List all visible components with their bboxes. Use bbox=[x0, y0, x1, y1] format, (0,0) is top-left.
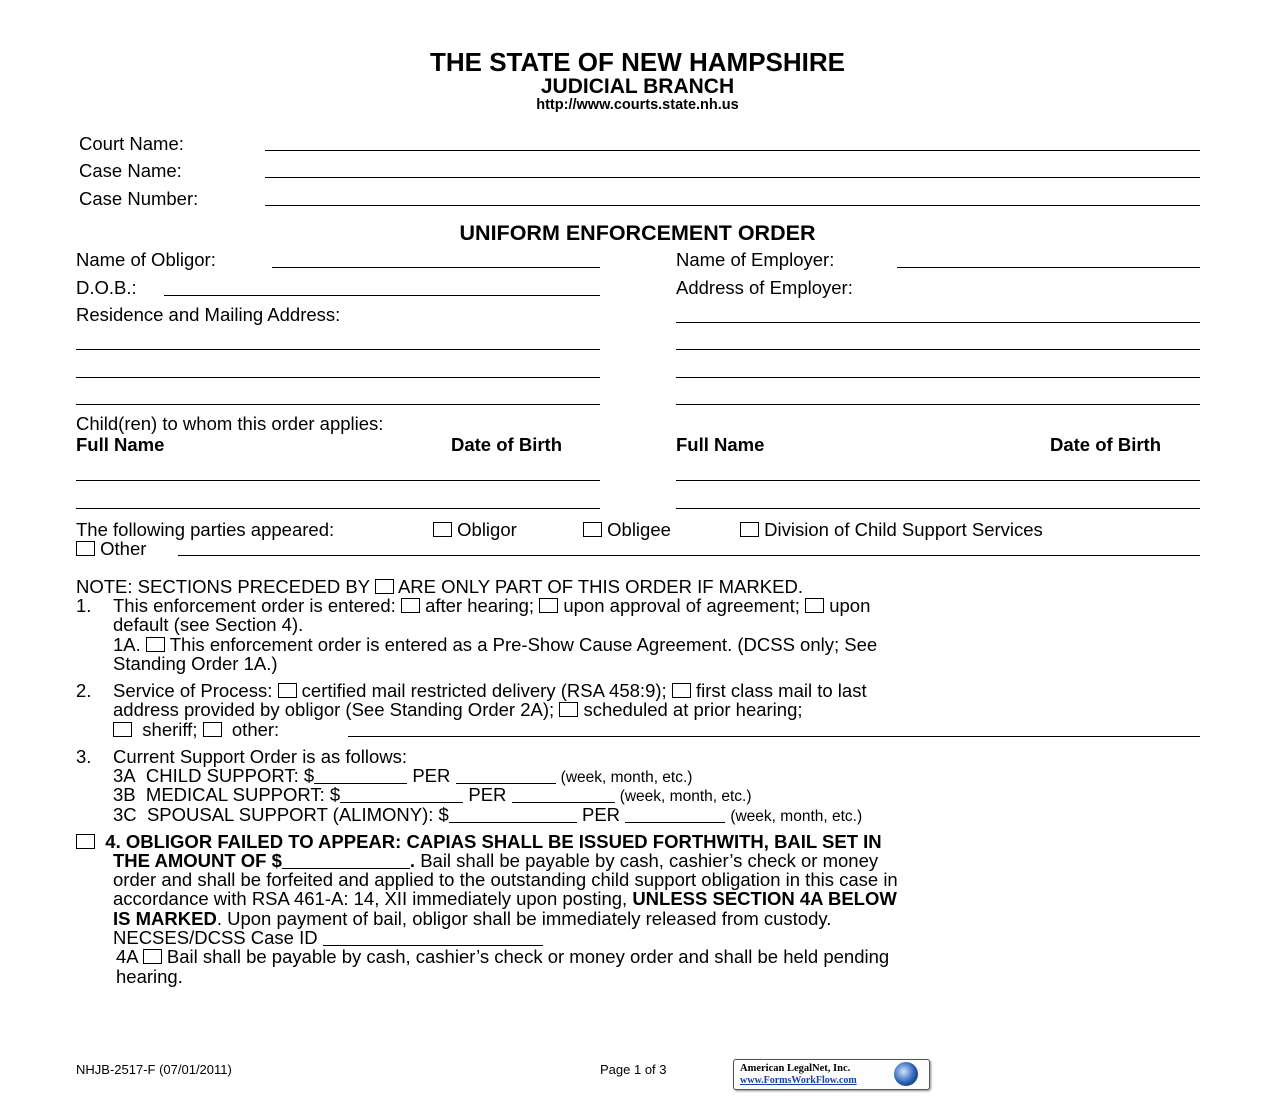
page-number: Page 1 of 3 bbox=[600, 1062, 667, 1077]
vendor-name: American LegalNet, Inc. bbox=[740, 1063, 851, 1074]
section4-line2-rest: Bail shall be payable by cash, cashier’s check or money bbox=[420, 850, 879, 871]
other-party-field[interactable] bbox=[178, 555, 1200, 556]
address-line-3[interactable] bbox=[76, 404, 600, 405]
section3-number: 3. bbox=[76, 746, 92, 767]
upon-default-checkbox[interactable] bbox=[805, 598, 824, 613]
certified-mail-label: certified mail restricted delivery (RSA 458:9); bbox=[301, 680, 667, 701]
other-service-field[interactable] bbox=[348, 736, 1200, 737]
court-url[interactable]: http://www.courts.state.nh.us bbox=[536, 97, 739, 113]
section4a-label: 4A bbox=[116, 946, 138, 967]
section4-line5-rest: . Upon payment of bail, obligor shall be immediately released from custody. bbox=[216, 908, 832, 929]
child-full-name-header-left: Full Name bbox=[76, 434, 165, 455]
case-name-label: Case Name: bbox=[79, 160, 182, 181]
employer-address-line-4[interactable] bbox=[676, 404, 1200, 405]
upon-default-label: upon bbox=[829, 595, 871, 616]
section4-heading: 4. OBLIGOR FAILED TO APPEAR: CAPIAS SHALL BE ISSUED FORTHWITH, BAIL SET IN bbox=[105, 831, 882, 852]
section3b-label: 3B bbox=[113, 784, 136, 805]
bail-held-pending-checkbox[interactable] bbox=[143, 949, 162, 964]
child-line-right-2[interactable] bbox=[676, 508, 1200, 509]
section1-text: This enforcement order is entered: bbox=[113, 595, 396, 616]
dob-label: D.O.B.: bbox=[76, 277, 137, 298]
court-name-field[interactable] bbox=[265, 150, 1200, 151]
child-full-name-header-right: Full Name bbox=[676, 434, 765, 455]
case-name-field[interactable] bbox=[265, 177, 1200, 178]
service-of-process-label: Service of Process: bbox=[113, 680, 273, 701]
section4-line5-bold: IS MARKED bbox=[113, 908, 217, 929]
prior-hearing-label: scheduled at prior hearing; bbox=[583, 699, 803, 720]
medical-support-amount-field[interactable] bbox=[340, 786, 463, 803]
employer-address-line-1[interactable] bbox=[676, 322, 1200, 323]
section4-line4-bold: UNLESS SECTION 4A BELOW bbox=[632, 888, 897, 909]
state-title: THE STATE OF NEW HAMPSHIRE bbox=[429, 47, 846, 77]
sheriff-label: sheriff; bbox=[142, 719, 198, 740]
form-title: UNIFORM ENFORCEMENT ORDER bbox=[459, 221, 816, 245]
spousal-support-per-label: PER bbox=[582, 804, 621, 825]
medical-support-label: MEDICAL SUPPORT: $ bbox=[145, 784, 341, 805]
note-post: ARE ONLY PART OF THIS ORDER IF MARKED. bbox=[397, 576, 803, 597]
medical-support-period-hint: (week, month, etc.) bbox=[619, 788, 752, 805]
other-service-label: other: bbox=[231, 719, 280, 740]
child-support-amount-field[interactable] bbox=[314, 767, 407, 784]
section1a-line2: Standing Order 1A.) bbox=[113, 653, 278, 674]
section3-label: Current Support Order is as follows: bbox=[113, 746, 408, 767]
dcss-checkbox[interactable] bbox=[740, 522, 759, 537]
case-number-label: Case Number: bbox=[79, 188, 199, 209]
child-support-per-label: PER bbox=[412, 765, 451, 786]
section2-line2 bbox=[113, 699, 803, 721]
children-intro: Child(ren) to whom this order applies: bbox=[76, 413, 384, 434]
upon-approval-checkbox[interactable] bbox=[539, 598, 558, 613]
address-label: Residence and Mailing Address: bbox=[76, 304, 341, 325]
section4-line4-pre: accordance with RSA 461-A: 14, XII immediately upon posting, bbox=[113, 888, 628, 909]
parties-other-option[interactable] bbox=[76, 538, 146, 560]
dob-field[interactable] bbox=[164, 295, 600, 296]
first-class-mail-label-cont: address provided by obligor (See Standing Order 2A); bbox=[113, 699, 555, 720]
parties-obligee-option[interactable] bbox=[583, 519, 671, 541]
case-id-label: NECSES/DCSS Case ID bbox=[113, 927, 318, 948]
employer-address-label: Address of Employer: bbox=[676, 277, 853, 298]
branch-title: JUDICIAL BRANCH bbox=[540, 75, 735, 98]
section4-line4 bbox=[113, 888, 897, 910]
section1a-text: This enforcement order is entered as a Pre-Show Cause Agreement. (DCSS only; See bbox=[169, 634, 878, 655]
employer-address-line-3[interactable] bbox=[676, 377, 1200, 378]
vendor-logo[interactable] bbox=[733, 1059, 930, 1090]
bail-amount-field[interactable] bbox=[282, 852, 410, 869]
obligor-name-label: Name of Obligor: bbox=[76, 249, 216, 270]
section4-line2: THE AMOUNT OF $ . Bail shall be payable by cash, cashier’s check or money bbox=[113, 850, 879, 871]
parties-label: The following parties appeared: bbox=[76, 519, 335, 540]
obligee-option-label: Obligee bbox=[607, 519, 671, 540]
spousal-support-period-field[interactable] bbox=[625, 806, 725, 823]
spousal-support-label: SPOUSAL SUPPORT (ALIMONY): $ bbox=[146, 804, 449, 825]
section4a-line2: hearing. bbox=[116, 966, 183, 987]
note-checkbox-sample bbox=[375, 579, 394, 594]
bail-amount-label: THE AMOUNT OF $ bbox=[113, 850, 282, 871]
section3b-line bbox=[113, 784, 752, 806]
upon-approval-label: upon approval of agreement; bbox=[563, 595, 800, 616]
prior-hearing-checkbox[interactable] bbox=[559, 702, 578, 717]
other-party-checkbox[interactable] bbox=[76, 541, 95, 556]
obligor-option-label: Obligor bbox=[457, 519, 517, 540]
employer-name-field[interactable] bbox=[897, 267, 1200, 268]
court-name-label: Court Name: bbox=[79, 133, 184, 154]
child-line-right-1[interactable] bbox=[676, 480, 1200, 481]
first-class-mail-checkbox[interactable] bbox=[672, 683, 691, 698]
address-line-1[interactable] bbox=[76, 349, 600, 350]
section2-number: 2. bbox=[76, 680, 92, 701]
section4a-text: Bail shall be payable by cash, cashier’s check or money order and shall be held pending bbox=[166, 946, 890, 967]
address-line-2[interactable] bbox=[76, 377, 600, 378]
after-hearing-checkbox[interactable] bbox=[401, 598, 420, 613]
section1-line2: default (see Section 4). bbox=[113, 614, 304, 635]
section3a-label: 3A bbox=[113, 765, 136, 786]
parties-obligor-option[interactable] bbox=[433, 519, 517, 541]
note-pre: NOTE: SECTIONS PRECEDED BY bbox=[76, 576, 370, 597]
obligee-checkbox[interactable] bbox=[583, 522, 602, 537]
section3c-line bbox=[113, 804, 862, 826]
other-service-checkbox[interactable] bbox=[203, 722, 222, 737]
employer-name-label: Name of Employer: bbox=[676, 249, 835, 270]
sheriff-checkbox[interactable] bbox=[113, 722, 132, 737]
medical-support-period-field[interactable] bbox=[512, 786, 615, 803]
dcss-option-label: Division of Child Support Services bbox=[764, 519, 1043, 540]
spousal-support-amount-field[interactable] bbox=[449, 806, 577, 823]
globe-icon bbox=[894, 1062, 918, 1086]
child-support-period-hint: (week, month, etc.) bbox=[560, 769, 693, 786]
failed-to-appear-checkbox[interactable] bbox=[76, 834, 95, 849]
obligor-name-field[interactable] bbox=[272, 267, 600, 268]
child-support-period-field[interactable] bbox=[456, 767, 556, 784]
section4a-line1 bbox=[116, 946, 889, 968]
other-option-label: Other bbox=[100, 538, 147, 559]
first-class-mail-label: first class mail to last bbox=[695, 680, 867, 701]
obligor-checkbox[interactable] bbox=[433, 522, 452, 537]
parties-dcss-option[interactable] bbox=[740, 519, 1043, 541]
medical-support-per-label: PER bbox=[468, 784, 507, 805]
child-line-left-1[interactable] bbox=[76, 480, 600, 481]
child-dob-header-left: Date of Birth bbox=[451, 434, 562, 455]
section2-line3 bbox=[113, 719, 279, 741]
section1a-label: 1A. bbox=[113, 634, 141, 655]
after-hearing-label: after hearing; bbox=[425, 595, 535, 616]
case-id-field[interactable] bbox=[323, 929, 543, 946]
vendor-url[interactable]: www.FormsWorkFlow.com bbox=[740, 1075, 857, 1086]
pre-show-cause-checkbox[interactable] bbox=[146, 637, 165, 652]
child-support-label: CHILD SUPPORT: $ bbox=[145, 765, 315, 786]
spousal-support-period-hint: (week, month, etc.) bbox=[730, 808, 863, 825]
employer-address-line-2[interactable] bbox=[676, 349, 1200, 350]
certified-mail-checkbox[interactable] bbox=[278, 683, 297, 698]
section1-number: 1. bbox=[76, 595, 92, 616]
form-id: NHJB-2517-F (07/01/2011) bbox=[76, 1062, 232, 1077]
section4-line3: order and shall be forfeited and applied to the outstanding child support obligation in this case in bbox=[113, 869, 898, 890]
case-number-field[interactable] bbox=[265, 205, 1200, 206]
child-line-left-2[interactable] bbox=[76, 508, 600, 509]
child-dob-header-right: Date of Birth bbox=[1050, 434, 1161, 455]
section3c-label: 3C bbox=[113, 804, 137, 825]
